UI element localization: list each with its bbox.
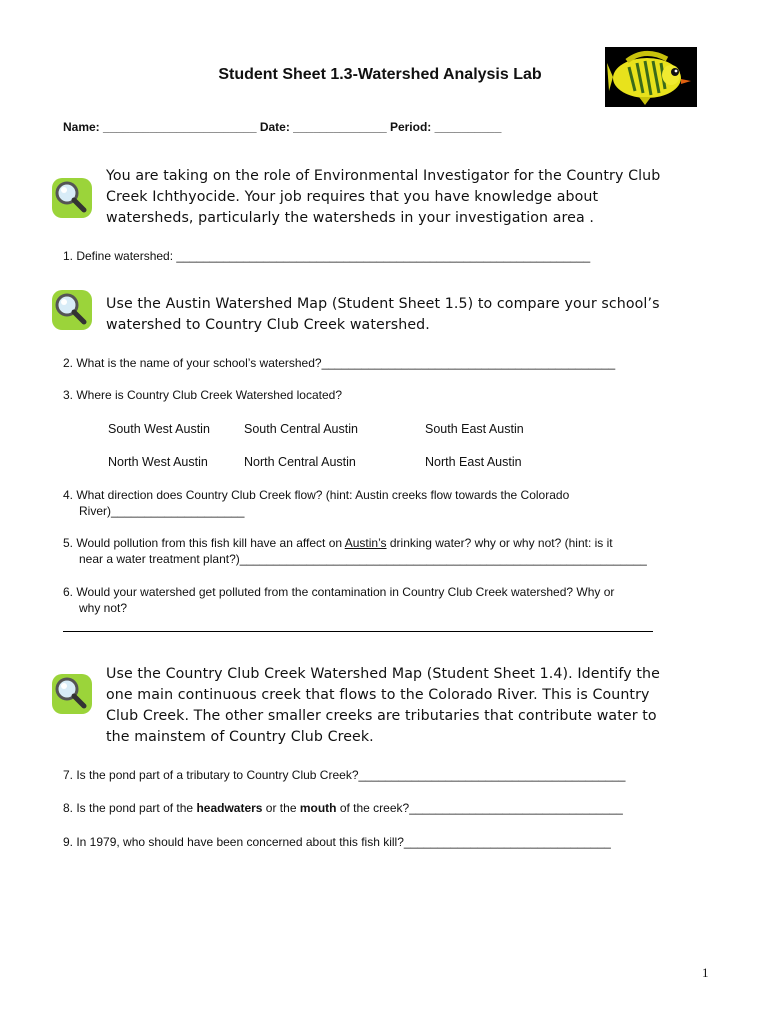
option-north-west: North West Austin <box>108 455 208 469</box>
option-south-central: South Central Austin <box>244 422 358 436</box>
question-5-pre: 5. Would pollution from this fish kill have an affect on <box>63 536 345 550</box>
question-5-underlined: Austin’s <box>344 536 387 550</box>
question-8-pre: 8. Is the pond part of the <box>63 801 197 815</box>
option-south-east: South East Austin <box>425 422 524 436</box>
section3-line: Use the Country Club Creek Watershed Map (Student Sheet 1.4). Identify the <box>106 666 660 682</box>
fish-icon <box>605 47 697 107</box>
question-7: 7. Is the pond part of a tributary to Country Club Creek?________________________________________ <box>63 768 626 782</box>
section3-text <box>106 664 660 748</box>
question-4 <box>63 487 569 519</box>
option-north-east: North East Austin <box>425 455 522 469</box>
question-5-line <box>63 535 647 551</box>
intro-line: You are taking on the role of Environmental Investigator for the Country Club <box>106 168 661 184</box>
question-3: 3. Where is Country Club Creek Watershed located? <box>63 388 343 402</box>
intro-line: Creek Ichthyocide. Your job requires that you have knowledge about <box>106 189 599 205</box>
question-5-line: near a water treatment plant?)_____________________________________________________________ <box>79 552 647 566</box>
question-9: 9. In 1979, who should have been concerned about this fish kill?_______________________________ <box>63 835 611 849</box>
name-date-period-line: Name: _______________________ Date: ______________ Period: __________ <box>63 120 502 134</box>
section2-text <box>106 294 660 336</box>
question-4-line: 4. What direction does Country Club Creek flow? (hint: Austin creeks flow towards the Colorado <box>63 488 570 502</box>
question-8 <box>63 800 623 816</box>
question-6-line: why not? <box>79 601 128 615</box>
question-8-mid: or the <box>262 801 300 815</box>
page-title: Student Sheet 1.3-Watershed Analysis Lab <box>218 66 542 83</box>
question-1: 1. Define watershed: ______________________________________________________________ <box>63 249 591 263</box>
question-6-line: 6. Would your watershed get polluted from the contamination in Country Club Creek watershed? Why or <box>63 585 615 599</box>
option-north-central: North Central Austin <box>244 455 356 469</box>
intro-line: watersheds, particularly the watersheds in your investigation area . <box>106 210 594 226</box>
option-south-west: South West Austin <box>108 422 210 436</box>
intro-text <box>106 166 660 229</box>
section2-line: Use the Austin Watershed Map (Student Sheet 1.5) to compare your school’s <box>106 296 660 312</box>
magnifier-icon <box>48 670 98 720</box>
question-8-headwaters: headwaters <box>196 801 263 815</box>
section3-line: Club Creek. The other smaller creeks are tributaries that contribute water to <box>106 708 657 724</box>
answer-rule <box>63 631 653 632</box>
magnifier-icon <box>48 286 98 336</box>
fish-clipart <box>605 47 697 107</box>
question-4-line: River)____________________ <box>79 504 245 518</box>
question-6 <box>63 584 614 616</box>
question-8-post: of the creek?________________________________ <box>336 801 623 815</box>
section3-line: the mainstem of Country Club Creek. <box>106 729 374 745</box>
question-8-mouth: mouth <box>299 801 337 815</box>
section3-line: one main continuous creek that flows to the Colorado River. This is Country <box>106 687 650 703</box>
page-number: 1 <box>702 965 709 980</box>
question-5 <box>63 535 647 567</box>
magnifier-icon <box>48 174 98 224</box>
question-2: 2. What is the name of your school’s watershed?____________________________________________ <box>63 356 616 370</box>
question-5-post: drinking water? why or why not? (hint: is it <box>386 536 613 550</box>
section2-line: watershed to Country Club Creek watershed. <box>106 317 430 333</box>
